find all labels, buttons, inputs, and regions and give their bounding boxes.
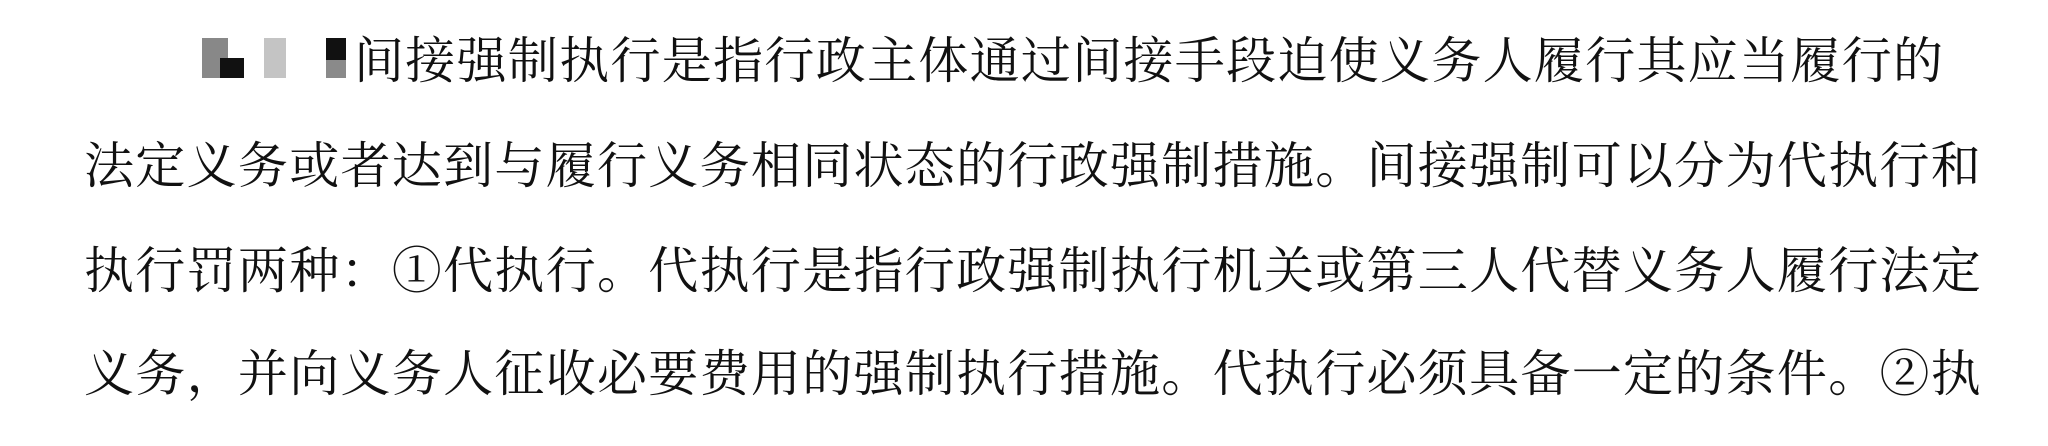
paragraph-line-1 [198,26,2004,96]
line-1-text: 间接强制执行是指行政主体通过间接手段迫使义务人履行其应当履行的 [354,32,1945,90]
paragraph-line-3: 执行罚两种：①代执行。代执行是指行政强制执行机关或第三人代替义务人履行法定 [84,242,1983,300]
redaction-block-image [198,34,348,84]
paragraph-line-2: 法定义务或者达到与履行义务相同状态的行政强制措施。间接强制可以分为代执行和 [84,137,1983,195]
paragraph-line-4: 义务，并向义务人征收必要费用的强制执行措施。代执行必须具备一定的条件。②执 [84,345,1983,403]
